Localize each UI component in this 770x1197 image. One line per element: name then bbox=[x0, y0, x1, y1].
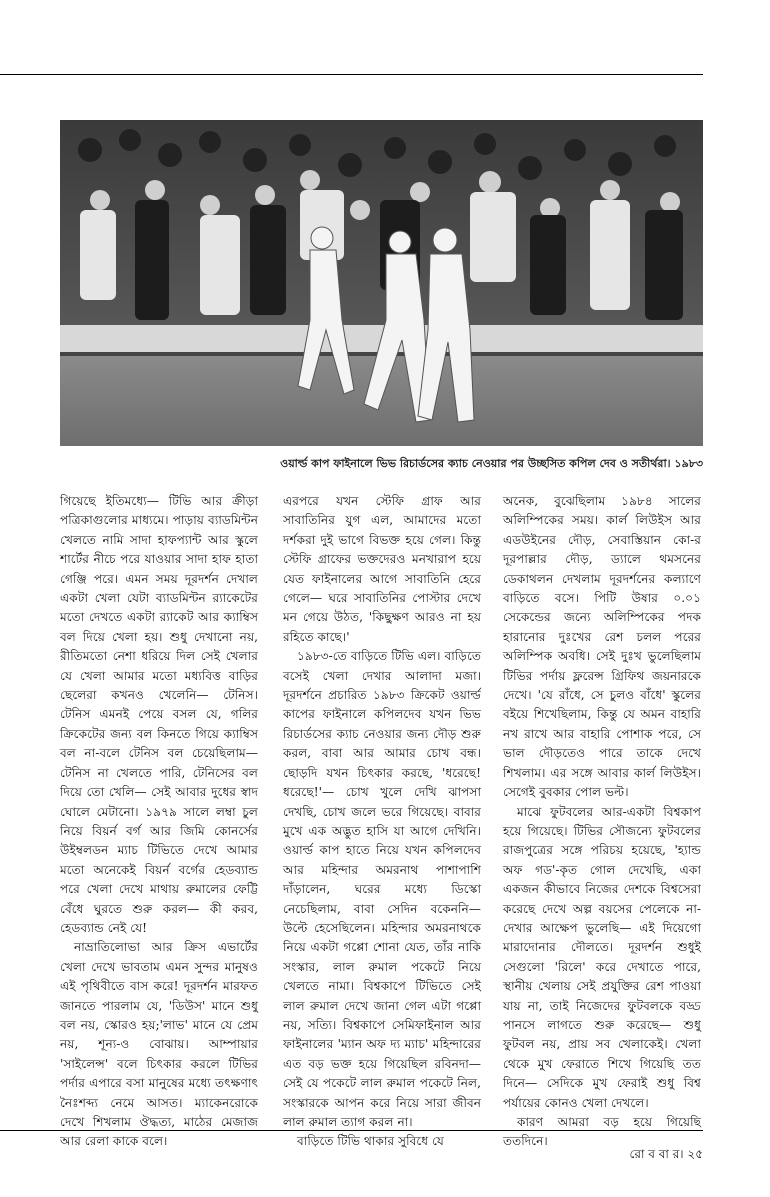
text-column-1 bbox=[60, 492, 258, 1152]
paragraph: মাঝে ফুটবলের আর-একটা বিশ্বকাপ হয়ে গিয়েছে। টিভির সৌজন্যে ফুটবলের রাজপুত্রের সঙ্গে পরিচয় হয়েছে, 'হ্যান্ড অফ গড'-কৃত গোল দেখেছি, একা একজন কীভাবে নিজের দেশকে বিশ্বসেরা করেছে দেখে অল্প বয়সের পেলেকে না-দেখার আক্ষেপ ভুলেছি— এই দিয়েগো মারাদোনার দৌলতে। দূরদর্শন শুধুই সেগুলো 'রিলে' করে দেখাতে পারে, স্থানীয় খেলায় সেই প্রযুক্তির রেশ পাওয়া যায় না, তাই নিজেদের ফুটবলকে বড্ড পানসে লাগতে শুরু করেছে— শুধু ফুটবল নয়, প্রায় সব খেলাকেই। খেলা থেকে মুখ ফেরাতে শিখে গিয়েছি তত দিনে— সেদিকে মুখ ফেরাই শুধু বিশ্ব পর্যায়ের কোনও খেলা দেখলে। bbox=[503, 804, 701, 1110]
text-column-3 bbox=[503, 492, 701, 1152]
paragraph: কারণ আমরা বড় হয়ে গিয়েছি ততদিনে। bbox=[503, 1115, 701, 1149]
paragraph: অনেক, বুঝেছিলাম ১৯৮৪ সালের অলিম্পিকের সময়। কার্ল লিউইস আর এডউইনের দৌড়, সেবাস্তিয়ান কো-র দূরপাল্লার দৌড়, ড্যালে থমসনের ডেকাথলন দেখলাম দূরদর্শনের কল্যাণে বাড়িতে বসে। পিটি উষার ০.০১ সেকেন্ডের জন্যে অলিম্পিকের পদক হারানোর দুঃখের রেশ চলল পরের অলিম্পিক অবধি। সেই দুঃখ ভুলেছিলাম টিভির পর্দায় ফ্লরেন্স গ্রিফিথ জয়নারকে দেখে। 'যে রাঁধে, সে চুলও বাঁধে' স্কুলের বইয়ে শিখেছিলাম, কিন্তু যে অমন বাহারি নখ রাখে আর বাহারি পোশাক পরে, সে ভাল দৌড়তেও পারে তাকে দেখে শিখলাম। এর সঙ্গে আবার কার্ল লিউইস। সেগেই বুবকার পোল ভল্ট। bbox=[503, 494, 701, 800]
bottom-rule bbox=[0, 1130, 703, 1131]
paragraph: বাড়িতে টিভি থাকার সুবিধে যে bbox=[297, 1134, 444, 1149]
paragraph: নাভ্রাতিলোভা আর ক্রিস এভার্টের খেলা দেখে ভাবতাম এমন সুন্দর মানুষও এই পৃথিবীতে বাস করে! দূরদর্শন মারফত জানতে পারলাম যে, 'ডিউস' মানে শুধু বল নয়, স্কোরও হয়;'লাভ' মানে যে প্রেম নয়, শূন্য-ও বোঝায়। আম্পায়ার 'সাইলেন্স' বলে চিৎকার করলে টিভির পর্দার এপারে বসা মানুষের মধ্যে তৎক্ষণাৎ নৈঃশব্দ্য নেমে আসত। ম্যাকেনরোকে দেখে শিখলাম ঔদ্ধত্য, মাঠের মেজাজ আর রেলা কাকে বলে। bbox=[60, 940, 258, 1149]
photo-caption: ওয়ার্ল্ড কাপ ফাইনালে ভিভ রিচার্ডসের ক্যাচ নেওয়ার পর উচ্ছসিত কপিল দেব ও সতীর্থরা। ১৯৮৩ bbox=[280, 457, 703, 470]
text-column-2 bbox=[283, 492, 481, 1152]
top-rule bbox=[0, 74, 703, 75]
paragraph: ১৯৮৩-তে বাড়িতে টিভি এল। বাড়িতে বসেই খেলা দেখার আলাদা মজা। দূরদর্শনে প্রচারিত ১৯৮৩ ক্রিকেট ওয়ার্ল্ড কাপের ফাইনালে কপিলদেব যখন ভিভ রিচার্ডসের ক্যাচ নেওয়ার জন্য দৌড় শুরু করল, বাবা আর আমার চোখ বন্ধ। ছোড়দি যখন চিৎকার করছে, 'ধরেছে! ধরেছে!'— চোখ খুলে দেখি ঝাপসা দেখছি, চোখ জলে ভরে গিয়েছে। বাবার মুখে এক অদ্ভুত হাসি যা আগে দেখিনি। ওয়ার্ল্ড কাপ হাতে নিয়ে যখন কপিলদেব আর মহিন্দার অমরনাথ পাশাপাশি দাঁড়ালেন, ঘরের মধ্যে ডিস্কো নেচেছিলাম, বাবা সেদিন বকেননি— উল্টে হেসেছিলেন। মহিন্দার অমরনাথকে নিয়ে একটা গপ্পো শোনা যেত, তাঁর নাকি সংস্কার, লাল রুমাল পকেটে নিয়ে খেলতে নামা। বিশ্বকাপে টিভিতে সেই লাল রুমাল দেখে জানা গেল এটা গপ্পো নয়, সত্যি। বিশ্বকাপে সেমিফাইনাল আর ফাইনালের 'ম্যান অফ দ্য ম্যাচ' মহিন্দারের এত বড় ভক্ত হয়ে গিয়েছিল রবিনদা— সেই যে পকেটে লাল রুমাল পকেটে নিল, সংস্কারকে আপন করে নিয়ে সারা জীবন লাল রুমাল ত্যাগ করল না। bbox=[283, 649, 481, 1129]
page-folio: রো ব বা র। ২৫ bbox=[629, 1147, 703, 1161]
paragraph: গিয়েছে ইতিমধ্যে— টিভি আর ক্রীড়া পত্রিকাগুলোর মাধ্যমে। পাড়ায় ব্যাডমিন্টন খেলতে নামি সাদা হাফপ্যান্ট আর স্কুলে শার্টের নীচে পরে যাওয়ার সাদা হাফ হাতা গেঞ্জি পরে। এমন সময় দূরদর্শন দেখাল একটা খেলা যেটা ব্যাডমিন্টন র‍্যাকেটের মতো দেখতে একটা র‍্যাকেট আর ক্যাম্বিস বল দিয়ে খেলা হয়। শুধু দেখানো নয়, রীতিমতো নেশা ধরিয়ে দিল সেই খেলার যে খেলা আমার মতো মধ্যবিত্ত বাড়ির ছেলেরা কখনও খেলেনি— টেনিস। টেনিস এমনই পেয়ে বসল যে, গলির ক্রিকেটের জন্য বল কিনতে গিয়ে ক্যাম্বিস বল না-বলে টেনিস বল চেয়েছিলাম— টেনিস না খেলতে পারি, টেনিসের বল দিয়ে তো খেলি— সেই আবার দুধের স্বাদ ঘোলে মেটানো। ১৯৭৯ সালে লম্বা চুল নিয়ে বিয়র্ন বর্গ আর জিমি কোনর্সের উইম্বলডন ম্যাচ টিভিতে দেখে আমার মতো অনেকেই বিয়র্ন বর্গের হেডব্যান্ড পরে খেলা দেখে মাথায় রুমালের ফেট্টি বেঁধে ঘুরতে শুরু করল— কী করব, হেডব্যান্ড নেই যে! bbox=[60, 494, 258, 935]
paragraph: এরপরে যখন স্টেফি গ্রাফ আর সাবাতিনির যুগ এল, আমাদের মতো দর্শকরা দুই ভাগে বিভক্ত হয়ে গেল। কিন্তু স্টেফি গ্রাফের ভক্তদেরও মনখারাপ হয়ে যেত ফাইনালের আগে সাবাতিনি হেরে গেলে— ঘরে সাবাতিনির পোস্টার দেখে মন গেয়ে উঠত, 'কিছুক্ষণ আরও না হয় রহিতে কাছে।' bbox=[283, 494, 481, 644]
photo-cricket-celebration bbox=[60, 120, 703, 446]
